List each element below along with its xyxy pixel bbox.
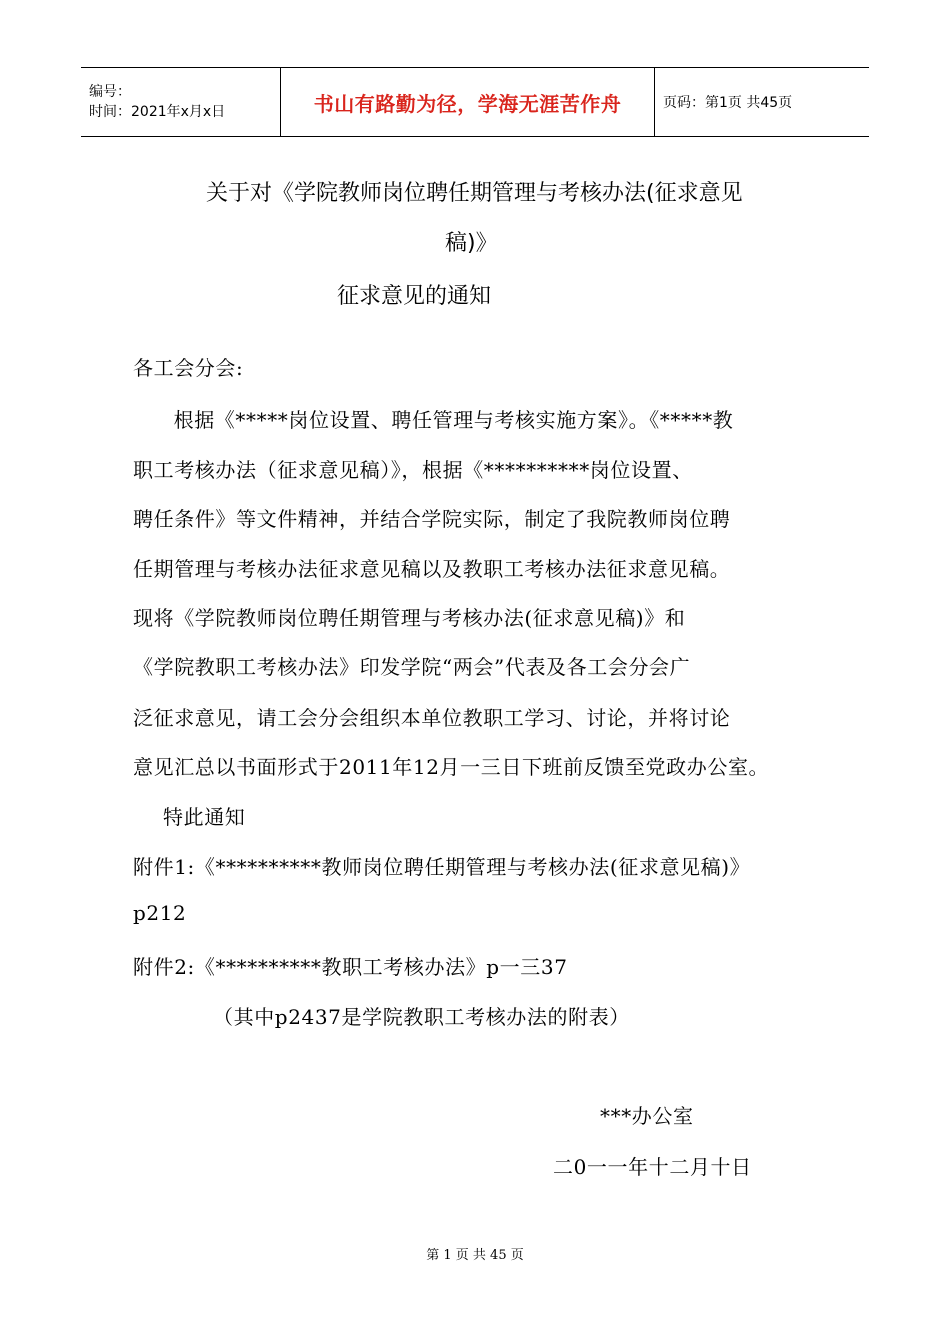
body-line: 职工考核办法（征求意见稿）》，根据《**********岗位设置、 <box>133 458 693 482</box>
document-header <box>81 67 869 137</box>
body-line: 聘任条件》等文件精神，并结合学院实际，制定了我院教师岗位聘 <box>133 507 731 531</box>
page-footer: 第 1 页 共 45 页 <box>426 1248 524 1263</box>
body-line: 泛征求意见，请工会分会组织本单位教职工学习、讨论，并将讨论 <box>133 706 731 730</box>
header-meta <box>81 68 281 136</box>
salutation: 各工会分会: <box>133 356 244 380</box>
attachment-1-page: p212 <box>133 901 187 925</box>
body-line: 《学院教职工考核办法》印发学院“两会”代表及各工会分会广 <box>133 655 691 679</box>
signature-date: 二0一一年十二月十日 <box>553 1155 752 1179</box>
header-page <box>655 68 869 136</box>
header-motto <box>281 68 655 136</box>
body-line: 根据《*****岗位设置、聘任管理与考核实施方案》。《*****教 <box>153 408 734 432</box>
body-line: 意见汇总以书面形式于2011年12月一三日下班前反馈至党政办公室。 <box>133 755 770 779</box>
attachment-1: 附件1:《**********教师岗位聘任期管理与考核办法(征求意见稿)》 <box>133 855 751 879</box>
body-line: 任期管理与考核办法征求意见稿以及教职工考核办法征求意见稿。 <box>133 557 731 581</box>
title-line-2: 稿)》 <box>445 231 498 256</box>
time-label: 时间：2021年x月x日 <box>89 104 226 120</box>
number-label: 编号： <box>89 84 131 100</box>
signature-office: ***办公室 <box>600 1104 694 1128</box>
notice-text: 特此通知 <box>163 805 246 829</box>
title-line-3: 征求意见的通知 <box>337 284 492 309</box>
attachment-2: 附件2:《**********教职工考核办法》p一三37 <box>133 955 568 979</box>
title-line-1: 关于对《学院教师岗位聘任期管理与考核办法(征求意见 <box>206 181 743 206</box>
page-label: 页码：第1页 共45页 <box>663 95 793 111</box>
body-line: 现将《学院教师岗位聘任期管理与考核办法(征求意见稿)》和 <box>133 606 686 630</box>
attachment-note: （其中p2437是学院教职工考核办法的附表） <box>213 1005 630 1029</box>
motto-text: 书山有路勤为径，学海无涯苦作舟 <box>313 91 622 116</box>
